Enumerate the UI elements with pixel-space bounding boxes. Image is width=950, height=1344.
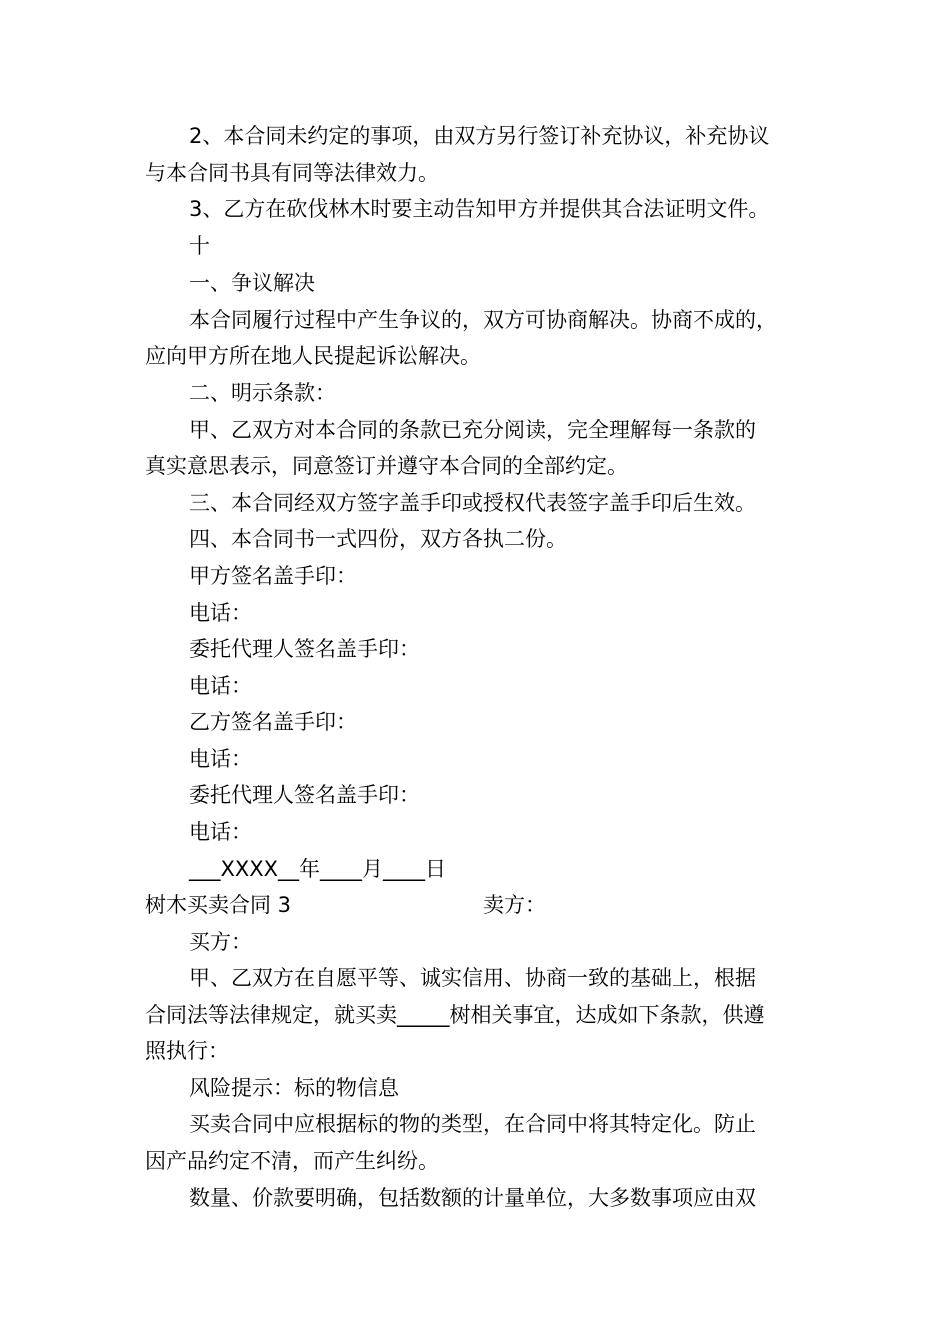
- phone-label: 电话：: [189, 747, 252, 771]
- section-number: 十: [189, 234, 210, 258]
- date-line: ___XXXX__年____月____日: [189, 857, 447, 881]
- paragraph-line: 合同法等法律规定，就买卖_____树相关事宜，达成如下条款，供遵: [145, 1003, 765, 1027]
- paragraph-line: 照执行：: [145, 1039, 229, 1063]
- paragraph-line: 本合同履行过程中产生争议的，双方可协商解决。协商不成的，: [189, 308, 777, 332]
- paragraph-line: 2、本合同未约定的事项，由双方另行签订补充协议，补充协议: [189, 124, 770, 148]
- phone-label: 电话：: [189, 674, 252, 698]
- paragraph-line: 因产品约定不清，而产生纠纷。: [145, 1149, 439, 1173]
- signature-label: 甲方签名盖手印：: [189, 564, 357, 588]
- section-heading: 一、争议解决: [189, 271, 315, 295]
- paragraph-line: 真实意思表示，同意签订并遵守本合同的全部约定。: [145, 454, 628, 478]
- paragraph-line: 应向甲方所在地人民提起诉讼解决。: [145, 344, 481, 368]
- buyer-label: 买方：: [189, 930, 252, 954]
- contract-title-row: [145, 889, 825, 921]
- paragraph-line: 与本合同书具有同等法律效力。: [145, 161, 439, 185]
- paragraph-line: 三、本合同经双方签字盖手印或授权代表签字盖手印后生效。: [189, 491, 756, 515]
- paragraph-line: 数量、价款要明确，包括数额的计量单位，大多数事项应由双: [189, 1186, 756, 1210]
- signature-label: 乙方签名盖手印：: [189, 710, 357, 734]
- paragraph-line: 买卖合同中应根据标的物的类型，在合同中将其特定化。防止: [189, 1112, 756, 1136]
- section-heading: 风险提示：标的物信息: [189, 1076, 399, 1100]
- paragraph-line: 四、本合同书一式四份，双方各执二份。: [189, 527, 567, 551]
- paragraph-line: 甲、乙双方在自愿平等、诚实信用、协商一致的基础上，根据: [189, 966, 756, 990]
- signature-label: 委托代理人签名盖手印：: [189, 637, 420, 661]
- signature-label: 委托代理人签名盖手印：: [189, 783, 420, 807]
- seller-label: 卖方：: [483, 893, 546, 917]
- section-heading: 二、明示条款：: [189, 381, 336, 405]
- paragraph-line: 3、乙方在砍伐林木时要主动告知甲方并提供其合法证明文件。: [189, 197, 770, 221]
- contract-title: 树木买卖合同 3: [145, 893, 292, 917]
- paragraph-line: 甲、乙双方对本合同的条款已充分阅读，完全理解每一条款的: [189, 418, 756, 442]
- phone-label: 电话：: [189, 820, 252, 844]
- phone-label: 电话：: [189, 601, 252, 625]
